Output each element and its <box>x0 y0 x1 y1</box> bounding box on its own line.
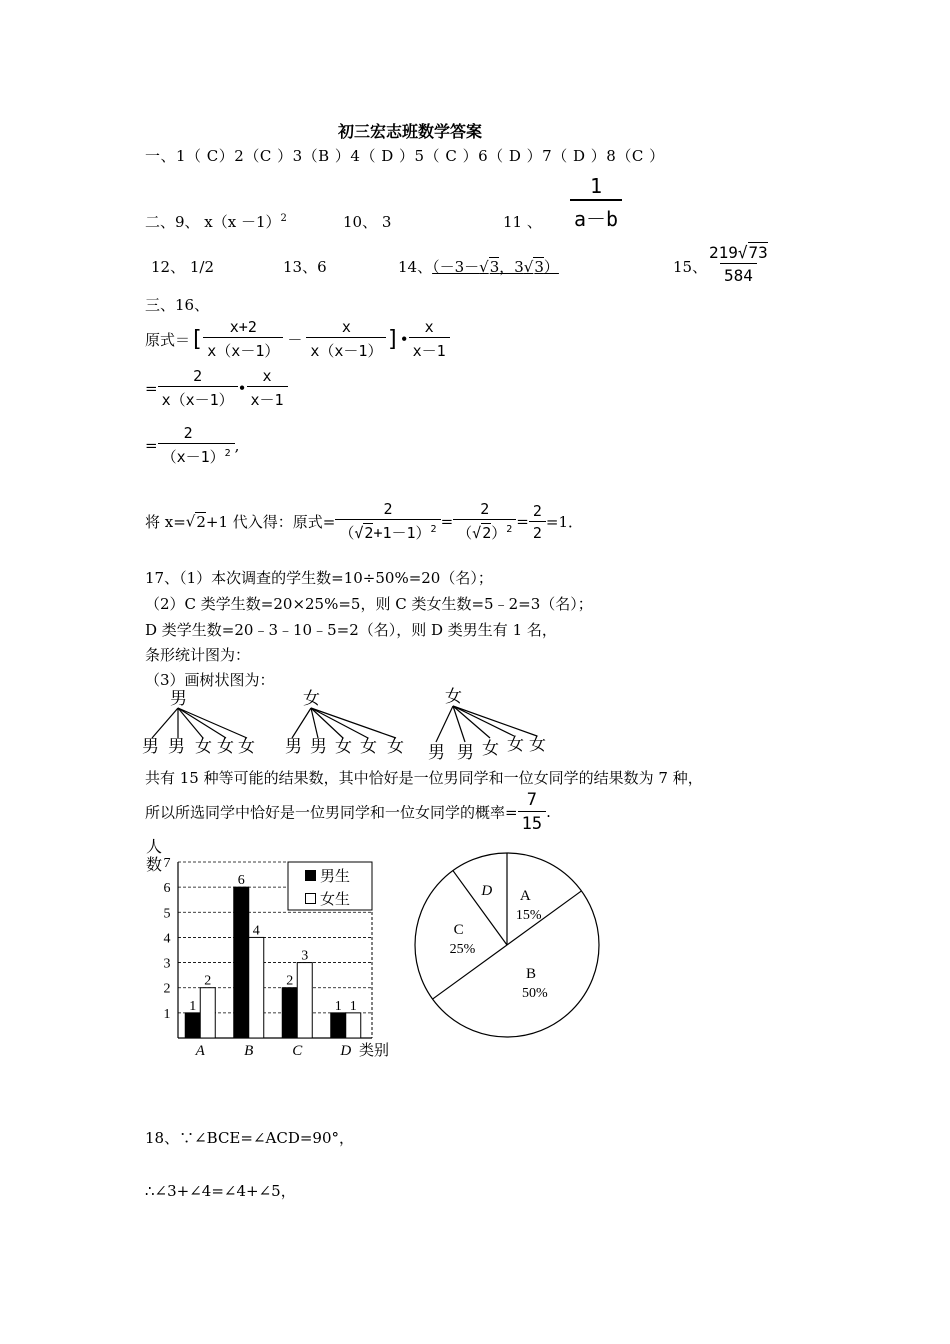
q11-numerator: 1 <box>590 174 603 198</box>
page-title: 初三宏志班数学答案 <box>338 122 483 141</box>
bar-chart <box>140 838 400 1060</box>
tree-2-leaf-1: 男 <box>285 737 302 757</box>
bar-value-label: 1 <box>334 998 342 1014</box>
tree-3-leaf-1: 男 <box>428 743 445 763</box>
x-tick-label: C <box>292 1043 303 1059</box>
q16-prefix: 原式＝ <box>145 331 191 349</box>
tree-1-leaf-4: 女 <box>217 737 234 757</box>
tree-1-leaf-3: 女 <box>195 737 212 757</box>
pie-label-A: A <box>519 888 531 905</box>
tree-2-leaf-3: 女 <box>335 737 352 757</box>
q16-l2-frac1-den: x（x－1） <box>158 386 238 410</box>
q14-part-c: ） <box>543 258 559 276</box>
prob-denominator: 15 <box>518 811 546 834</box>
tree-1-leaf-2: 男 <box>168 737 185 757</box>
tree-2-leaf-2: 男 <box>310 737 327 757</box>
tree-3-leaf-5: 女 <box>529 735 546 755</box>
bar-D-male <box>331 1013 346 1038</box>
sub-frac3-num: 2 <box>532 501 542 520</box>
q16-minus: － <box>287 331 303 349</box>
q14-interval: （－3－√3，3√3） <box>432 258 559 276</box>
sub-frac1-den-b: +1－1） <box>373 524 431 542</box>
q17-line-3: D 类学生数=20﹣3﹣10﹣5=2（名），则 D 类男生有 1 名， <box>145 621 557 639</box>
sub-frac1-exp: 2 <box>430 524 437 535</box>
q16-heading: 三、16、 <box>145 296 210 314</box>
bar-A-male <box>185 1013 200 1038</box>
bar-chart-xlabel: 类别 <box>359 1041 390 1059</box>
tree-diagram <box>140 686 560 764</box>
q14-root-2: 3 <box>534 258 544 276</box>
prob-numerator: 7 <box>526 790 537 810</box>
tree-3 <box>428 687 546 763</box>
sub-frac1-den-root: 2 <box>364 524 374 542</box>
y-tick-label: 4 <box>163 931 171 947</box>
answer-q11-label: 11 、 <box>503 213 542 231</box>
bar-D-female <box>346 1013 361 1038</box>
q16-frac3-den: x－1 <box>409 337 450 361</box>
answer-q15-fraction: $\frac{219√73}{584}$ <box>709 243 768 285</box>
q9-exponent: 2 <box>280 213 287 224</box>
q17-result-1: 共有 15 种等可能的结果数，其中恰好是一位男同学和一位女同学的结果数为 7 种， <box>145 769 703 787</box>
q16-frac1-den: x（x－1） <box>203 337 283 361</box>
pie-label-B: B <box>526 966 537 983</box>
y-tick-label: 3 <box>163 956 171 972</box>
q16-frac2-num: x <box>341 318 351 336</box>
tree-3-leaf-3: 女 <box>482 739 499 759</box>
bar-value-label: 1 <box>349 998 357 1014</box>
q17-result-2-tail: . <box>546 803 551 821</box>
bar-value-label: 1 <box>189 998 197 1014</box>
answer-q13: 13、6 <box>283 258 327 276</box>
legend-female-swatch <box>306 894 316 904</box>
legend-female-label: 女生 <box>320 890 351 908</box>
sub-root: 2 <box>196 512 206 531</box>
answer-q14 <box>398 256 589 277</box>
bar-B-female <box>249 937 264 1038</box>
bar-value-label: 3 <box>301 948 309 964</box>
tree-3-leaf-4: 女 <box>507 735 524 755</box>
x-tick-label: D <box>340 1043 352 1059</box>
x-tick-label: A <box>195 1043 205 1059</box>
y-tick-label: 7 <box>163 856 171 871</box>
q14-part-b: ，3 <box>499 258 524 276</box>
q15-numerator-root: 73 <box>748 243 768 262</box>
q14-label: 14、 <box>398 258 433 276</box>
pie-label-C: C <box>453 921 464 938</box>
sub-frac2-num: 2 <box>480 500 490 518</box>
q16-l2-frac2-num: x <box>262 367 272 385</box>
sub-mid: +1 代入得：原式= <box>205 513 336 531</box>
q16-frac2-den: x（x－1） <box>306 337 386 361</box>
bar-value-label: 2 <box>286 973 294 989</box>
multiple-choice-answers: 一、1（ C）2（C ）3（B ）4（ D ）5（ C ）6（ D ）7（ D ）8（C ） <box>145 147 665 165</box>
pie-chart <box>410 848 610 1048</box>
q16-frac3-num: x <box>424 318 434 336</box>
q17-line-4: 条形统计图为： <box>145 646 251 664</box>
q16-substitution: 将 x=√2+1 代入得：原式= $\frac{2}{(√2+1-1)^2}$ = $\frac{2}{(√2)^2}$ = $\frac{2}{2}$ =1． <box>145 500 583 542</box>
tree-3-root: 女 <box>445 687 462 707</box>
pie-percent-A: 15% <box>515 908 542 924</box>
bar-value-label: 2 <box>204 973 212 989</box>
answer-q15-label: 15、 <box>673 258 708 276</box>
bar-B-male <box>234 887 249 1038</box>
pie-percent-C: 25% <box>449 941 476 957</box>
bar-C-male <box>282 988 297 1038</box>
q16-l3-exp: 2 <box>224 448 231 459</box>
sub-tail: =1． <box>545 513 583 531</box>
sub-prefix: 将 x= <box>145 513 186 531</box>
y-tick-label: 1 <box>163 1006 171 1022</box>
q16-l3-den: （x－1） <box>161 448 225 466</box>
pie-label-D: D <box>481 882 493 899</box>
q15-denominator: 584 <box>720 263 757 285</box>
tree-1-leaf-1: 男 <box>142 737 159 757</box>
sub-frac1-den-a: （ <box>339 524 355 542</box>
bar-value-label: 6 <box>237 873 245 889</box>
q14-part-a: （－3－ <box>432 258 480 276</box>
q16-l3-num: 2 <box>183 424 193 442</box>
answer-q12: 12、 1/2 <box>151 258 214 276</box>
q16-l2-frac1-num: 2 <box>193 367 203 385</box>
tree-1 <box>142 689 255 757</box>
q17-line-5: （3）画树状图为： <box>145 671 275 689</box>
sub-frac2-den-b: ） <box>491 524 507 542</box>
sub-frac2-den-a: （ <box>457 524 473 542</box>
tree-2 <box>285 689 404 757</box>
sub-frac1-num: 2 <box>383 500 393 518</box>
q17-result-2-text: 所以所选同学中恰好是一位男同学和一位女同学的概率= <box>145 803 518 822</box>
x-tick-label: B <box>244 1043 254 1059</box>
tree-2-leaf-4: 女 <box>360 737 377 757</box>
q15-numerator-coef: 219 <box>709 243 738 262</box>
y-tick-label: 5 <box>163 906 171 922</box>
tree-2-leaf-5: 女 <box>387 737 404 757</box>
q16-line-3: = $\frac{2}{(x-1)^2}$ , <box>145 424 240 466</box>
bar-value-label: 4 <box>252 923 260 939</box>
pie-percent-B: 50% <box>522 986 548 1002</box>
answer-q10: 10、 3 <box>343 213 392 231</box>
tree-1-root: 男 <box>170 689 187 709</box>
q16-line-2: = $\frac{2}{x(x-1)}$ • $\frac{x}{x-1}$ <box>145 367 288 410</box>
tree-3-leaf-2: 男 <box>457 743 474 763</box>
sub-frac3-den: 2 <box>529 521 546 542</box>
q16-l2-frac2-den: x－1 <box>247 386 288 410</box>
q18-line-1: 18、∵∠BCE=∠ACD=90°， <box>145 1129 355 1147</box>
bar-A-female <box>200 988 215 1038</box>
legend-male-swatch <box>305 870 316 881</box>
bar-chart-legend <box>288 862 372 910</box>
bar-C-female <box>297 963 312 1038</box>
q16-line-1: 原式＝[ $\frac{x+2}{x(x-1)}$ － $\frac{x}{x(x-1)}$ ]• $\frac{x}{x-1}$ <box>145 318 450 361</box>
q9-text: 二、9、 x（x －1） <box>145 213 281 231</box>
answer-q11-fraction <box>570 174 622 232</box>
q17-result-2 <box>145 790 551 834</box>
q14-root-1: 3 <box>489 258 500 276</box>
q17-line-1: 17、（1）本次调查的学生数=10÷50%=20（名）； <box>145 569 493 587</box>
y-tick-label: 6 <box>163 881 171 897</box>
q18-line-2: ∴∠3+∠4=∠4+∠5， <box>145 1182 296 1200</box>
bar-chart-ylabel-2: 数 <box>146 855 163 874</box>
q17-line-2: （2）C 类学生数=20×25%=5，则 C 类女生数=5﹣2=3（名）； <box>145 595 593 613</box>
q16-frac1-num: x+2 <box>229 318 257 336</box>
answer-q9 <box>145 211 287 232</box>
q11-denominator: a－b <box>570 199 622 232</box>
bar-chart-ylabel-1: 人 <box>146 838 163 856</box>
sub-frac2-den-root: 2 <box>482 524 492 542</box>
tree-2-root: 女 <box>303 689 320 709</box>
y-tick-label: 2 <box>163 981 171 997</box>
sub-frac2-exp: 2 <box>506 524 513 535</box>
tree-1-leaf-5: 女 <box>238 737 255 757</box>
legend-male-label: 男生 <box>320 867 351 885</box>
